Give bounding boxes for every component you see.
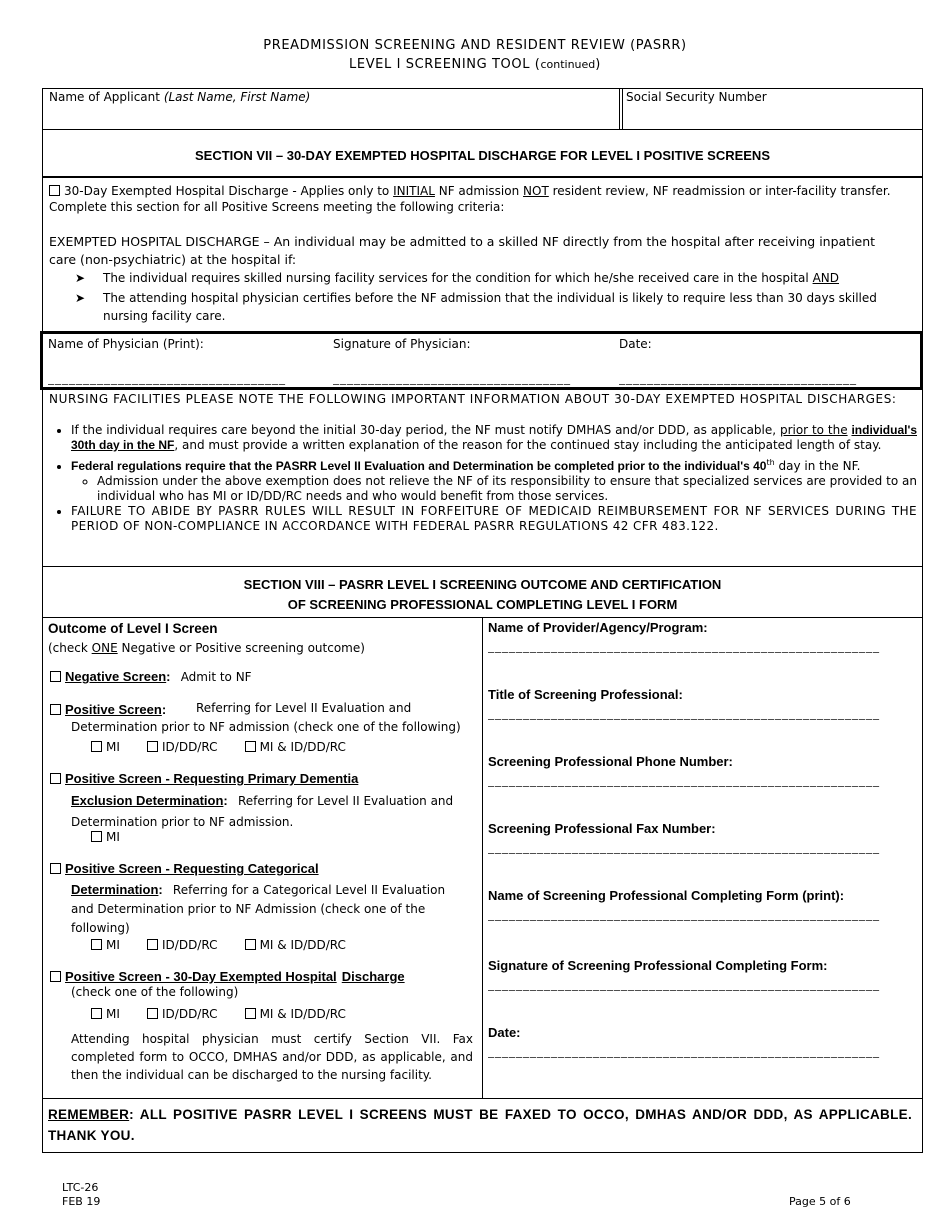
categorical-iddrc-checkbox[interactable] bbox=[147, 939, 158, 950]
form-id: LTC-26 FEB 19 bbox=[62, 1181, 101, 1208]
positive-screen-row: Positive Screen: bbox=[50, 699, 166, 718]
dementia-mi-checkbox[interactable] bbox=[91, 831, 102, 842]
positive-screen-checkbox[interactable] bbox=[50, 704, 61, 715]
form-title: PREADMISSION SCREENING AND RESIDENT REVIEW (PASRR) bbox=[263, 38, 687, 53]
outcome-hint: (check ONE Negative or Positive screening outcome) bbox=[48, 641, 365, 655]
exempt-hint: (check one of the following) bbox=[71, 985, 239, 999]
cert-field-label: Name of Screening Professional Completing Form (print): bbox=[488, 888, 845, 903]
note-bullet-2: • Federal regulations require that the PASRR Level II Evaluation and Determination be completed prior to the individual's 40th day in the NF. ◦ Admission under the above exemption does not relieve the NF of its responsibility to ensure that specialized services are provided to an individual who has MI or ID/DD/RC needs and who would benefit from those services. bbox=[71, 455, 917, 504]
exempt-intro: EXEMPTED HOSPITAL DISCHARGE – An individual may be admitted to a skilled NF directly from the hospital after receiving inpatient care (non-psychiatric) at the hospital if: bbox=[49, 234, 876, 267]
cert-field-6 bbox=[488, 1025, 913, 1058]
cert-field-5 bbox=[488, 958, 913, 991]
section-viii-title-1: SECTION VIII – PASRR LEVEL I SCREENING OUTCOME AND CERTIFICATION bbox=[243, 577, 722, 592]
dementia-text: Referring for Level II Evaluation and Determination prior to NF admission. bbox=[71, 794, 454, 829]
categorical-text: Referring for a Categorical Level II Evaluation and Determination prior to NF Admission (check one of the following) bbox=[71, 883, 446, 935]
cert-field-2 bbox=[488, 754, 913, 787]
note-bullet-1: • If the individual requires care beyond the initial 30-day period, the NF must notify DMHAS and/or DDD, as applicable, prior to the individual's 30th day in the NF, and must provide a written explanation of the reason for the continued stay including the anticipated length of stay. bbox=[71, 423, 917, 453]
cert-field-input[interactable]: ________________________________________________________ bbox=[488, 639, 880, 653]
form-subtitle: LEVEL I SCREENING TOOL (continued) bbox=[349, 57, 601, 72]
categorical-options: MI ID/DD/RC MI & ID/DD/RC bbox=[91, 935, 368, 954]
cert-field-3 bbox=[488, 821, 913, 854]
exempt-hospital-row: Positive Screen - 30-Day Exempted Hospital Discharge bbox=[50, 966, 405, 985]
positive-options: MI ID/DD/RC MI & ID/DD/RC bbox=[91, 737, 368, 756]
page-number: Page 5 of 6 bbox=[789, 1195, 851, 1208]
cert-field-label: Date: bbox=[488, 1025, 521, 1040]
physician-signature-input[interactable]: __________________________________ bbox=[333, 371, 571, 385]
exempt-hospital-checkbox[interactable] bbox=[50, 971, 61, 982]
certification-column bbox=[482, 617, 923, 1099]
exempt-options: MI ID/DD/RC MI & ID/DD/RC bbox=[91, 1004, 368, 1023]
note-bullet-3: • FAILURE TO ABIDE BY PASRR RULES WILL RESULT IN FORFEITURE OF MEDICAID REIMBURSEMENT FOR NF SERVICES DURING THE PERIOD OF NON-COMPLIANCE IN ACCORDANCE WITH FEDERAL PASRR REGULATIONS 42 CFR 483.122. bbox=[71, 504, 917, 534]
section-vii-title: SECTION VII – 30-DAY EXEMPTED HOSPITAL DISCHARGE FOR LEVEL I POSITIVE SCREENS bbox=[194, 148, 770, 163]
exempt-discharge-checkbox[interactable] bbox=[49, 185, 60, 196]
exempt-note: Attending hospital physician must certify Section VII. Fax completed form to OCCO, DMHAS and/or DDD, as applicable, and then the individual can be discharged to the nursing facility. bbox=[71, 1032, 473, 1082]
criteria-2: ➤ The attending hospital physician certifies before the NF admission that the individual is likely to require less than 30 days skilled nursing facility care. bbox=[75, 291, 877, 323]
physician-signature-label: Signature of Physician: bbox=[333, 337, 471, 351]
cert-field-input[interactable]: ________________________________________________________ bbox=[488, 840, 880, 854]
categorical-mi-checkbox[interactable] bbox=[91, 939, 102, 950]
exempt-discharge-checkbox-row: 30-Day Exempted Hospital Discharge - Applies only to INITIAL NF admission NOT resident review, NF readmission or inter-facility transfer. Complete this section for all Positive Screens meeting the following criteria: bbox=[49, 184, 891, 214]
section-viii-title-2: OF SCREENING PROFESSIONAL COMPLETING LEVEL I FORM bbox=[287, 597, 678, 612]
cert-field-0 bbox=[488, 620, 913, 653]
remember-box bbox=[42, 1098, 923, 1153]
physician-certification-box bbox=[40, 331, 923, 390]
section-vii-header bbox=[42, 129, 923, 177]
categorical-row: Positive Screen - Requesting Categorical bbox=[50, 858, 319, 877]
dementia-checkbox[interactable] bbox=[50, 773, 61, 784]
cert-field-input[interactable]: ________________________________________________________ bbox=[488, 1044, 880, 1058]
positive-both-checkbox[interactable] bbox=[245, 741, 256, 752]
section-vii-body bbox=[42, 178, 923, 333]
outcome-title: Outcome of Level I Screen bbox=[48, 621, 218, 636]
cert-field-1 bbox=[488, 687, 913, 720]
positive-screen-text: Referring for Level II Evaluation and Determination prior to NF admission (check one of the following) bbox=[71, 701, 461, 734]
cert-field-input[interactable]: ________________________________________________________ bbox=[488, 773, 880, 787]
cert-field-label: Screening Professional Fax Number: bbox=[488, 821, 716, 836]
outcome-column: Outcome of Level I Screen (check ONE Negative or Positive screening outcome) Negative Screen: Admit to NF Positive Screen: Referring for Level II Evaluation and Determination prior to NF admission (check one of the following) MI ID/DD/RC MI & ID/DD/RC Positive Screen - Requesting Primary Dementia Exclusion Determination: Referring for Level II Evaluation and Determination prior to NF admission. MI Positive Screen - Requesting Categorical Determination: Referring for a Categorical Level II Evaluation and Determination prior to NF Admission (check one of the following) MI ID/DD/RC MI & ID/DD/RC Positive Screen - 30-Day Exempted Hospital Discharge (check one of the following) MI ID/DD/RC MI & ID/DD/RC Attending hospital physician must certify Section VII. Fax completed form to OCCO, DMHAS and/or DDD, as applicable, and then the individual can be discharged to the nursing facility. bbox=[42, 617, 483, 1099]
cert-field-label: Name of Provider/Agency/Program: bbox=[488, 620, 708, 635]
exempt-iddrc-checkbox[interactable] bbox=[147, 1008, 158, 1019]
note-sub-bullet: ◦ Admission under the above exemption does not relieve the NF of its responsibility to ensure that specialized services are provided to an individual who has MI or ID/DD/RC needs and who would benefit from those services. bbox=[97, 474, 917, 504]
positive-iddrc-checkbox[interactable] bbox=[147, 741, 158, 752]
positive-mi-checkbox[interactable] bbox=[91, 741, 102, 752]
cert-field-input[interactable]: ________________________________________________________ bbox=[488, 907, 880, 921]
cert-field-input[interactable]: ________________________________________________________ bbox=[488, 977, 880, 991]
dementia-row: Positive Screen - Requesting Primary Dementia bbox=[50, 768, 358, 787]
physician-date-input[interactable]: __________________________________ bbox=[619, 371, 857, 385]
exempt-mi-checkbox[interactable] bbox=[91, 1008, 102, 1019]
nf-note-title: NURSING FACILITIES PLEASE NOTE THE FOLLOWING IMPORTANT INFORMATION ABOUT 30-DAY EXEMPTED HOSPITAL DISCHARGES: bbox=[49, 392, 897, 406]
applicant-name-field[interactable]: Name of Applicant (Last Name, First Name) bbox=[42, 88, 623, 130]
cert-field-input[interactable]: ________________________________________________________ bbox=[488, 706, 880, 720]
criteria-1: ➤ The individual requires skilled nursing facility services for the condition for which he/she received care in the hospital AND bbox=[75, 271, 839, 285]
categorical-both-checkbox[interactable] bbox=[245, 939, 256, 950]
cert-field-label: Screening Professional Phone Number: bbox=[488, 754, 733, 769]
physician-name-label: Name of Physician (Print): bbox=[48, 337, 204, 351]
physician-name-input[interactable]: __________________________________ bbox=[48, 371, 286, 385]
nf-notes bbox=[42, 390, 923, 567]
cert-field-label: Signature of Screening Professional Completing Form: bbox=[488, 958, 828, 973]
negative-screen-checkbox[interactable] bbox=[50, 671, 61, 682]
cert-field-label: Title of Screening Professional: bbox=[488, 687, 683, 702]
section-viii-header bbox=[42, 566, 923, 618]
ssn-field[interactable]: Social Security Number bbox=[619, 88, 923, 130]
categorical-checkbox[interactable] bbox=[50, 863, 61, 874]
exempt-both-checkbox[interactable] bbox=[245, 1008, 256, 1019]
negative-screen-row: Negative Screen: Admit to NF bbox=[50, 666, 252, 685]
cert-field-4 bbox=[488, 888, 913, 921]
remember-text: REMEMBER: ALL POSITIVE PASRR LEVEL I SCREENS MUST BE FAXED TO OCCO, DMHAS AND/OR DDD, AS APPLICABLE. THANK YOU. bbox=[48, 1107, 912, 1143]
physician-date-label: Date: bbox=[619, 337, 652, 351]
